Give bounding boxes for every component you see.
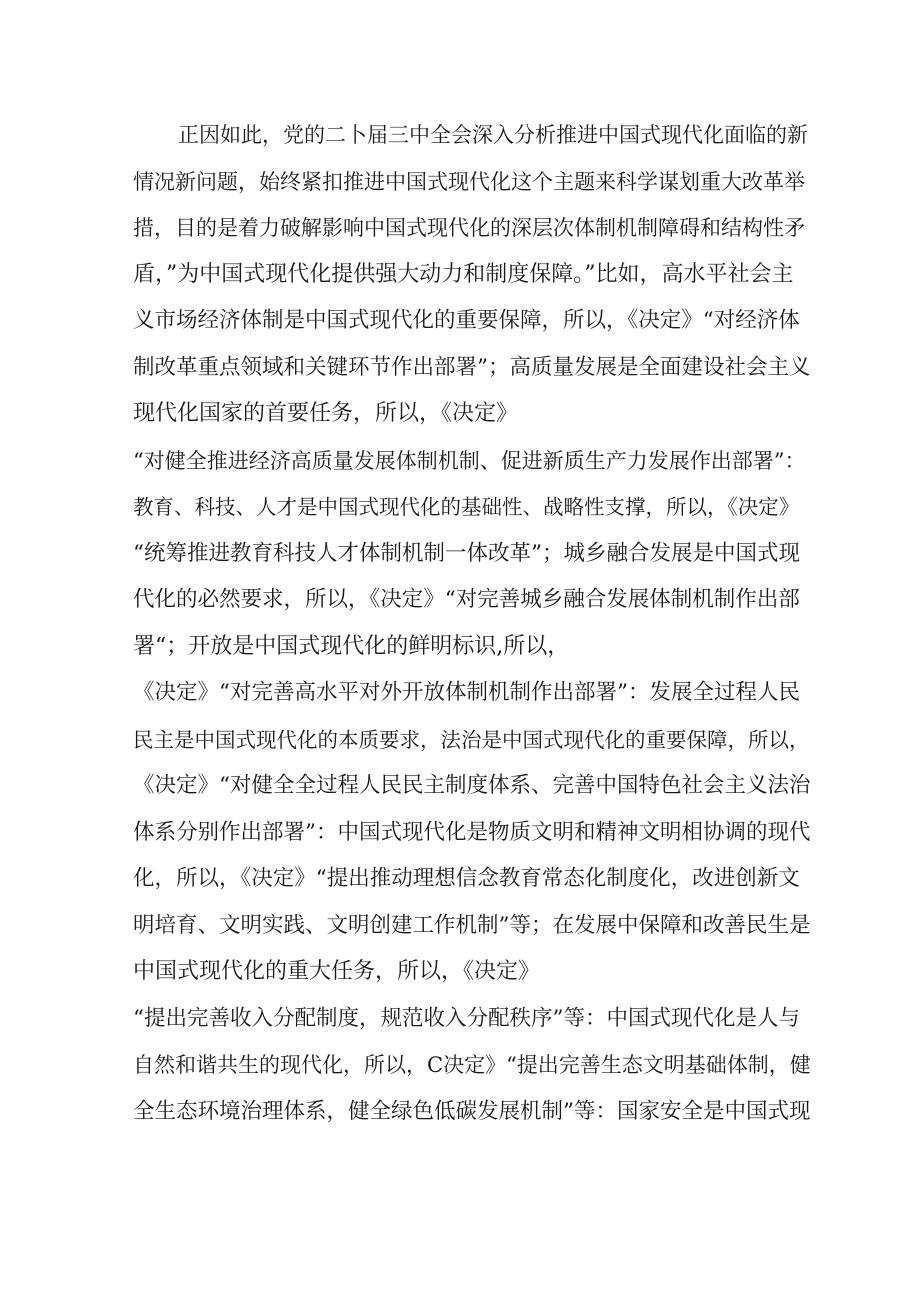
text-line: “提出完善收入分配制度，规范收入分配秩序”等：中国式现代化是人与 <box>133 1005 800 1031</box>
text-line: 自然和谐共生的现代化，所以，C决定》“提出完善生态文明基础体制，健 <box>133 1053 811 1077</box>
text-line: 《决定》“对健全全过程人民民主制度体系、完善中国特色社会主义法治 <box>133 773 811 798</box>
text-line: 体系分别作出部署”：中国式现代化是物质文明和精神文明相协调的现代 <box>133 819 811 845</box>
text-line: 制改革重点领域和关键环节作出部署”；高质量发展是全面建设社会主义 <box>133 354 811 380</box>
text-line: 现代化国家的首要任务，所以，《决定》 <box>133 401 519 426</box>
text-line: 化，所以，《决定》“提出推动理想信念教育常态化制度化，改进创新文 <box>133 866 800 891</box>
text-line: 明培育、文明实践、文明创建工作机制”等；在发展中保障和改善民生是 <box>133 912 811 938</box>
text-line: 代化的必然要求，所以，《决定》“对完善城乡融合发展体制机制作出部 <box>133 587 800 612</box>
text-line: 情况新问题，始终紧扣推进中国式现代化这个主题来科学谋划重大改革举 <box>133 169 805 194</box>
text-line: “统筹推进教育科技人才体制机制一体改革”；城乡融合发展是中国式现 <box>133 540 800 566</box>
text-line: 《决定》“对完善高水平对外开放体制机制作出部署”：发展全过程人民 <box>133 680 800 705</box>
text-line: 教育、科技、人才是中国式现代化的基础性、战略性支撑，所以，《决定》 <box>133 495 800 519</box>
text-line: 署“；开放是中国式现代化的鲜明标识,所以， <box>133 633 570 659</box>
text-line: 正因如此，党的二卜届三中全会深入分析推进中国式现代化面临的新 <box>178 123 808 147</box>
text-line: “对健全推进经济高质量发展体制机制、促进新质生产力发展作出部署”： <box>133 448 806 473</box>
text-line: 中国式现代化的重大任务，所以，《决定》 <box>133 959 541 984</box>
body-text <box>133 112 813 1135</box>
text-line: 全生态环境治理体系，健全绿色低碳发展机制”等：国家安全是中国式现 <box>133 1098 811 1124</box>
text-line: 民主是中国式现代化的本质要求，法治是中国式现代化的重要保障，所以， <box>133 727 810 752</box>
text-line: 措，目的是着力破解影响中国式现代化的深层次体制机制障碍和结构性矛 <box>133 216 805 240</box>
text-line: 义市场经济体制是中国式现代化的重要保障，所以，《决定》“对经济体 <box>133 308 800 333</box>
text-line: 盾，”为中国式现代化提供强大动力和制度保障。”比如，高水平社会主 <box>133 261 794 287</box>
